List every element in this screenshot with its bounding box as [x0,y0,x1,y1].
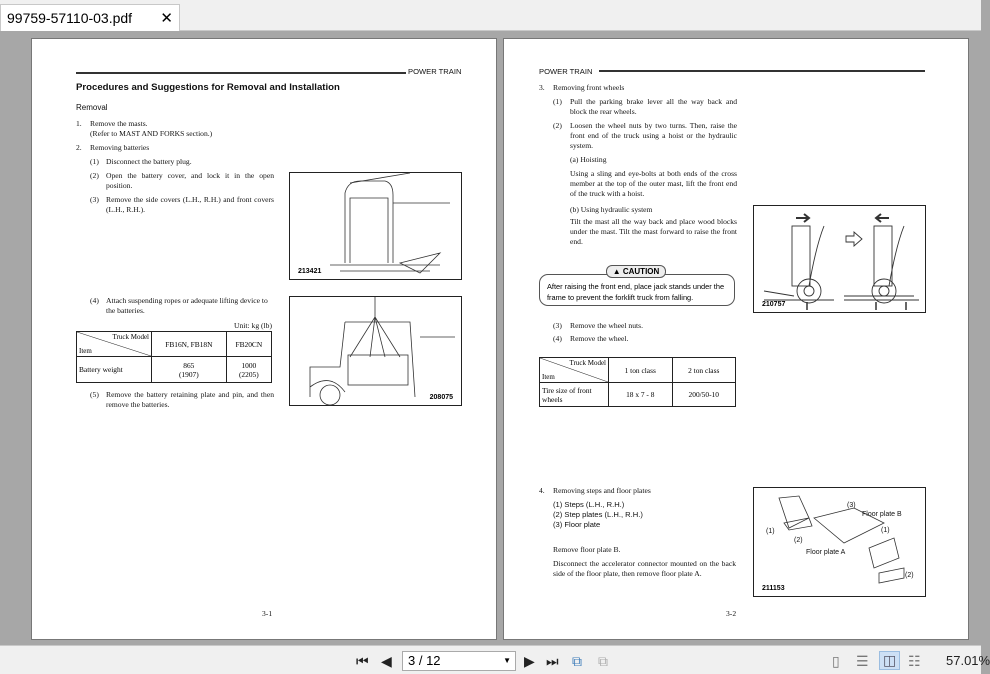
step-text: Removing front wheels [553,83,625,92]
facing-pages-icon[interactable]: ◫ [879,651,900,670]
instruction-text: Disconnect the accelerator connector mounted on the back side of the floor plate, then remove floor plate A. [553,559,736,578]
callout-label: Floor plate B [862,511,902,518]
substep-text: Remove the side covers (L.H., R.H.) and front covers (L.H., R.H.). [106,195,274,214]
substep-num: (5) [90,390,99,399]
table-cell: 1000 (2205) [226,357,271,383]
battery-weight-table [76,331,272,383]
single-page-icon[interactable]: ▯ [832,653,840,669]
substep-num: (1) [90,157,99,166]
document-tab[interactable] [0,4,180,31]
step-text: Removing batteries [90,143,150,152]
page-title: Procedures and Suggestions for Removal and Installation [76,82,340,93]
step-num: 4. [539,486,545,495]
section-header: POWER TRAIN [408,67,462,76]
caution-box [539,274,735,306]
section-header: POWER TRAIN [539,67,593,76]
subtitle: Removal [76,103,108,112]
unit-label: Unit: kg (lb) [234,321,272,330]
part-item: (3) Floor plate [553,520,601,529]
step-num: 2. [76,143,82,152]
substep-text: Remove the battery retaining plate and pin, and then remove the batteries. [106,390,274,409]
first-page-icon[interactable]: ⏮ [356,653,369,669]
row-label: Tire size of front wheels [540,383,609,407]
step-text: Removing steps and floor plates [553,486,651,495]
caution-text: After raising the front end, place jack stands under the frame to prevent the forklift truck from falling. [547,282,725,302]
close-tab-icon[interactable]: ✕ [160,10,173,27]
page-number: 3-2 [726,609,737,618]
corner-header: Truck Model [569,359,606,367]
callout-label: (3) [847,502,856,509]
step-ref: (Refer to MAST AND FORKS section.) [90,129,213,138]
page-number: 3-1 [262,609,273,618]
substep-text: Attach suspending ropes or adequate lifting device to the batteries. [106,296,268,315]
table-cell: 200/50-10 [672,383,736,407]
corner-header: Item [542,373,555,381]
substep-num: (2) [553,121,562,130]
row-label: Battery weight [77,357,152,383]
option-text: Tilt the mast all the way back and place wood blocks under the mast. Tilt the mast forward to raise the front end. [570,217,737,246]
corner-header: Truck Model [112,333,149,341]
option-label: (a) Hoisting [570,155,607,164]
caution-label: CAUTION [622,267,660,276]
corner-header: Item [79,347,92,355]
next-page-icon[interactable]: ▶ [524,653,535,669]
substep-text: Disconnect the battery plug. [106,157,192,166]
figure-battery-cover [289,172,462,280]
step-num: 3. [539,83,545,92]
substep-num: (2) [90,171,99,180]
part-item: (1) Steps (L.H., R.H.) [553,500,625,509]
figure-tilt-mast [753,205,926,313]
column-header: 1 ton class [609,358,673,383]
go-back-view-icon[interactable]: ⧉ [572,653,582,669]
go-forward-view-icon[interactable]: ⧉ [598,653,608,669]
callout-label: Floor plate A [806,549,846,556]
option-text: Using a sling and eye-bolts at both ends of the cross member at the top of the outer mast, lift the front end of the truck with a hoist. [570,169,737,198]
page-selector-value: 3 / 12 [408,653,441,668]
substep-text: Loosen the wheel nuts by two turns. Then, raise the front end of the truck using a hoist or the hydraulic system. [570,121,737,150]
option-label: (b) Using hydraulic system [570,205,653,214]
tab-bar [0,0,981,31]
continuous-facing-icon[interactable]: ☷ [908,653,921,669]
page-selector[interactable] [402,651,516,671]
substep-num: (3) [90,195,99,204]
tilt-mast-illustration [754,206,925,312]
substep-num: (4) [90,296,99,305]
callout-label: (2) [905,572,914,579]
step-num: 1. [76,119,82,128]
figure-id: 210757 [762,301,786,308]
substep-text: Remove the wheel. [570,334,629,343]
pdf-page-2 [503,38,969,640]
tire-size-table [539,357,736,407]
substep-text: Remove the wheel nuts. [570,321,643,330]
substep-num: (1) [553,97,562,106]
battery-cover-illustration [290,173,461,279]
previous-page-icon[interactable]: ◀ [381,653,392,669]
tab-title: 99759-57110-03.pdf [7,10,133,26]
warning-icon: ▲ [612,267,621,276]
floor-plates-illustration [754,488,925,596]
pdf-page-1 [31,38,497,640]
zoom-level[interactable]: 57.01% [946,653,990,668]
table-cell: 865 (1907) [152,357,227,383]
callout-label: (1) [881,527,890,534]
substep-num: (3) [553,321,562,330]
column-header: 2 ton class [672,358,736,383]
callout-label: (1) [766,528,775,535]
continuous-page-icon[interactable]: ☰ [856,653,869,669]
battery-lift-illustration [290,297,461,405]
header-rule [76,72,406,74]
callout-label: (2) [794,537,803,544]
figure-battery-lift [289,296,462,406]
caution-badge [606,265,666,278]
substep-text: Open the battery cover, and lock it in the open position. [106,171,274,190]
header-rule [599,70,925,72]
part-item: (2) Step plates (L.H., R.H.) [553,510,643,519]
substep-text: Pull the parking brake lever all the way back and block the rear wheels. [570,97,737,116]
chevron-down-icon: ▼ [503,656,511,665]
table-cell: 18 x 7 - 8 [609,383,673,407]
figure-floor-plates [753,487,926,597]
figure-id: 208075 [429,394,453,401]
figure-id: 213421 [298,268,322,275]
column-header: FB16N, FB18N [152,332,227,357]
figure-id: 211153 [762,585,785,592]
last-page-icon[interactable]: ⏭ [546,653,559,669]
column-header: FB20CN [226,332,271,357]
navigation-toolbar [0,645,990,674]
step-text: Remove the masts. [90,119,148,128]
instruction-text: Remove floor plate B. [553,545,621,554]
substep-num: (4) [553,334,562,343]
